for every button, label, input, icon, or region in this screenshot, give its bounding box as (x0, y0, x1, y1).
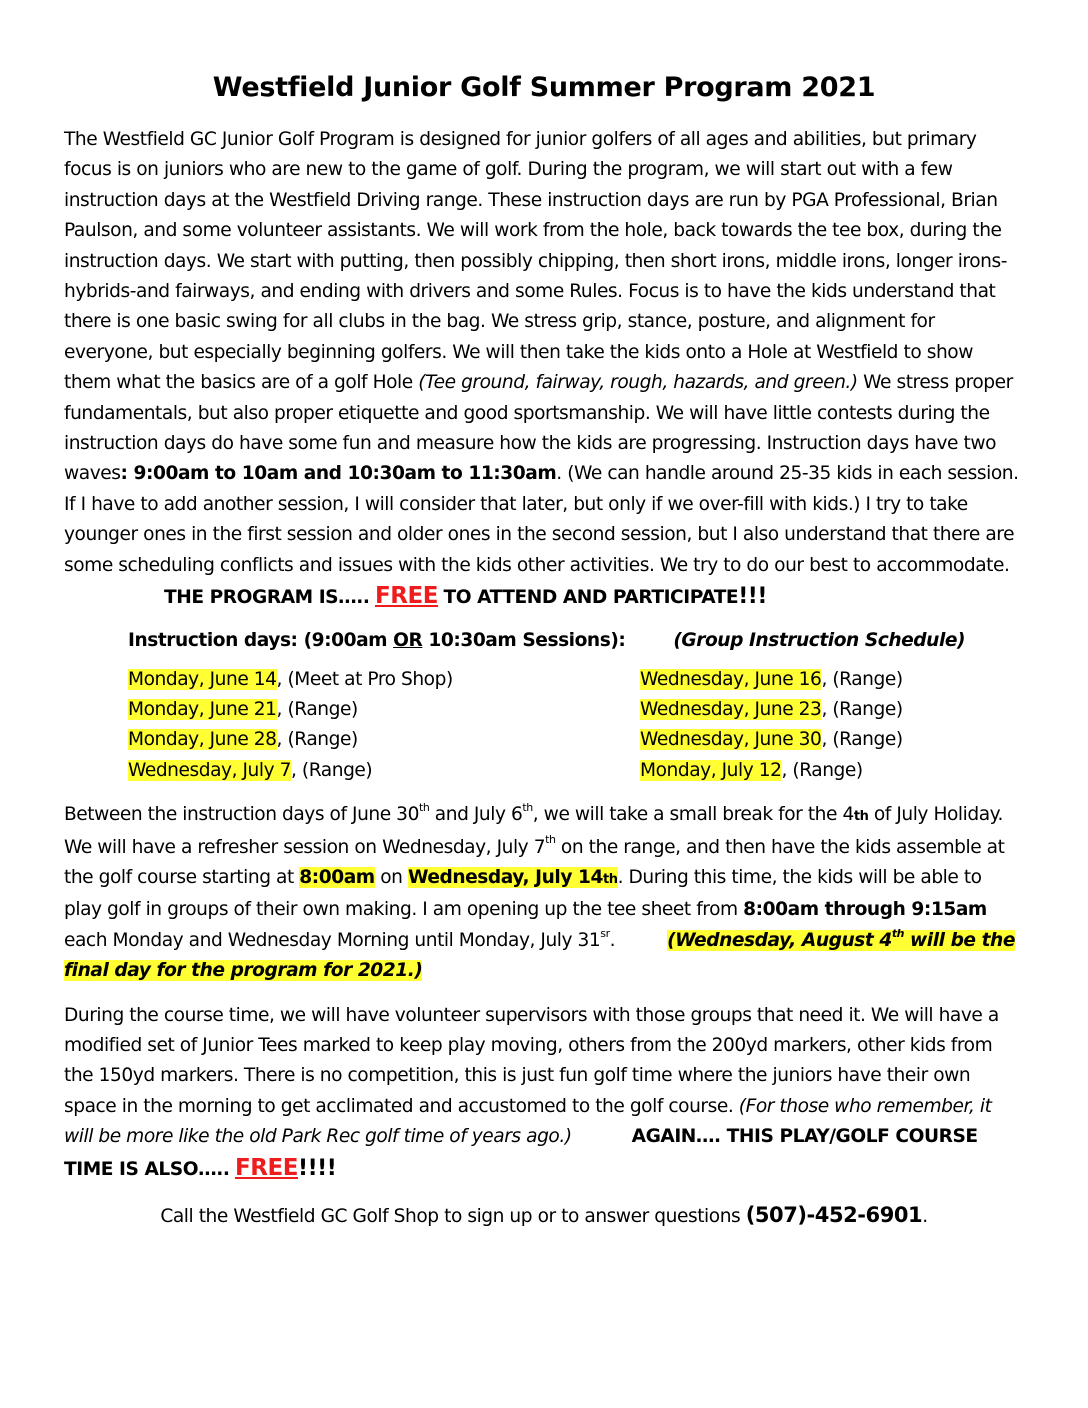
list-item (128, 695, 640, 725)
ordinal-suffix: th (522, 800, 533, 814)
footer-contact (64, 1203, 1024, 1227)
schedule-date: Monday, June 14 (128, 668, 277, 690)
intro-text: The Westfield GC Junior Golf Program is designed for junior golfers of all ages and abilities, but primary focus is on juniors who are new to the game of golf. During the program, we will start out with a few instruction days at the Westfield Driving range. These instruction days are run by PGA Professional, Brian Paulson, and some volunteer assistants. We will work from the hole, back towards the tee box, during the instruction days. We start with putting, then possibly chipping, then short irons, middle irons, longer irons-hybrids-and fairways, and ending with drivers and some Rules. Focus is to have the kids understand that there is one basic swing for all clubs in the bag. We stress grip, stance, posture, and alignment for everyone, but especially beginning golfers. We will then take the kids onto a Hole at Westfield to show them what the basics are of a golf Hole (64, 129, 1007, 394)
final-day-text: will be the final day for the program for 2021.) (64, 929, 1016, 982)
schedule-date: Monday, July 12 (640, 759, 782, 781)
schedule-location: , (Range) (781, 759, 863, 781)
footer-end: . (922, 1206, 928, 1227)
schedule-location: , (Meet at Pro Shop) (276, 668, 453, 690)
list-item (640, 665, 1024, 695)
schedule-date: Wednesday, June 30 (640, 729, 822, 751)
ordinal-suffix: th (418, 800, 430, 814)
ordinal-suffix: th (545, 833, 556, 847)
ordinal-suffix: th (853, 809, 869, 825)
schedule-heading-b: 10:30am Sessions): (422, 629, 626, 651)
program-is: THE PROGRAM IS….. (164, 587, 370, 609)
session-times: : 9:00am to 10am and 10:30am to 11:30am (120, 463, 557, 485)
course-text: each Monday and Wednesday Morning until Monday, July 31 (64, 929, 601, 951)
final-day-text: (Wednesday, August 4 (667, 929, 892, 951)
again-label: AGAIN…. THIS PLAY/GOLF COURSE TIME IS ALSO….. (64, 1126, 978, 1180)
list-item (128, 725, 640, 755)
supervise-italic: (For those who remember, it will be more like the old Park Rec golf time of years ago.) (64, 1095, 992, 1148)
exclamations: !!!! (298, 1155, 337, 1181)
schedule-heading-or: OR (393, 629, 423, 651)
intro-paragraph (64, 125, 1024, 614)
start-date (408, 867, 618, 888)
schedule-location: , (Range) (276, 729, 358, 751)
start-time: 8:00am (299, 866, 375, 888)
schedule-date: Monday, June 28 (128, 729, 277, 751)
list-item (128, 756, 640, 786)
schedule-right-column (640, 665, 1024, 787)
footer-text: Call the Westfield GC Golf Shop to sign up or to answer questions (160, 1206, 746, 1227)
ordinal-suffix: th (603, 871, 618, 887)
schedule-location: , (Range) (276, 698, 358, 720)
course-text: Between the instruction days of June 30 (64, 804, 419, 826)
course-paragraph (64, 800, 1024, 986)
list-item (640, 725, 1024, 755)
schedule-date: Wednesday, June 23 (640, 698, 822, 720)
list-item (640, 695, 1024, 725)
course-text: . During this time, the kids will be able to play golf in groups of their own making. I am opening up the tee sheet from (64, 866, 982, 921)
schedule-date: Wednesday, July 7 (128, 759, 291, 781)
course-text: and July 6 (429, 804, 523, 826)
tee-time: 8:00am through 9:15am (743, 899, 987, 921)
schedule-date: Wednesday, June 16 (640, 668, 822, 690)
schedule-location: , (Range) (821, 729, 903, 751)
course-text: of July Holiday. We will have a refresher session on Wednesday, July 7 (64, 804, 1003, 858)
start-date-text: Wednesday, July 14 (407, 866, 604, 888)
schedule-table (128, 665, 1024, 787)
free-label: FREE (234, 1154, 298, 1181)
supervise-text: During the course time, we will have volunteer supervisors with those groups that need it. We will have a modified set of Junior Tees marked to keep play moving, others from the 200yd markers, other kids from the 150yd markers. There is no competition, this is just fun golf time where the juniors have their own space in the morning to get acclimated and accustomed to the golf course. (64, 1004, 999, 1117)
exclamations: !!! (738, 584, 767, 610)
course-text: on the range, and then have the kids assemble at the golf course starting at (64, 836, 1005, 888)
ordinal-suffix: sr (600, 926, 610, 940)
course-text: . (609, 929, 616, 951)
schedule-heading-a: Instruction days: (9:00am (128, 629, 394, 651)
phone-number: (507)-452-6901 (745, 1203, 923, 1227)
ordinal-suffix: th (891, 926, 905, 940)
intro-text-3: . (We can handle around 25-35 kids in each session. If I have to add another session, I will consider that later, but only if we over-fill with kids.) I try to take younger ones in the first session and older ones in the second session, but I also understand that there are some scheduling conflicts and issues with the kids other activities. We try to do our best to accommodate. (64, 463, 1019, 576)
supervise-paragraph (64, 1001, 1024, 1185)
list-item (128, 665, 640, 695)
course-text: on (374, 866, 408, 888)
schedule-date: Monday, June 21 (128, 698, 277, 720)
schedule-location: , (Range) (821, 698, 903, 720)
schedule-location: , (Range) (821, 668, 903, 690)
intro-text-2: We stress proper fundamentals, but also proper etiquette and good sportsmanship. We will have little contests during the instruction days do have some fun and measure how the kids are progressing. Instruction days have two waves (64, 372, 1013, 485)
free-label: FREE (374, 583, 439, 610)
schedule-heading-c: (Group Instruction Schedule) (673, 629, 966, 651)
list-item (640, 756, 1024, 786)
attend-participate: TO ATTEND AND PARTICIPATE (443, 587, 739, 609)
course-text: , we will take a small break for the 4 (532, 804, 854, 826)
schedule-left-column (128, 665, 640, 787)
schedule-location: , (Range) (291, 759, 373, 781)
intro-italic: (Tee ground, fairway, rough, hazards, and green.) (418, 372, 858, 394)
schedule-heading (128, 630, 1024, 651)
page-title: Westfield Junior Golf Summer Program 2021 (212, 72, 876, 103)
